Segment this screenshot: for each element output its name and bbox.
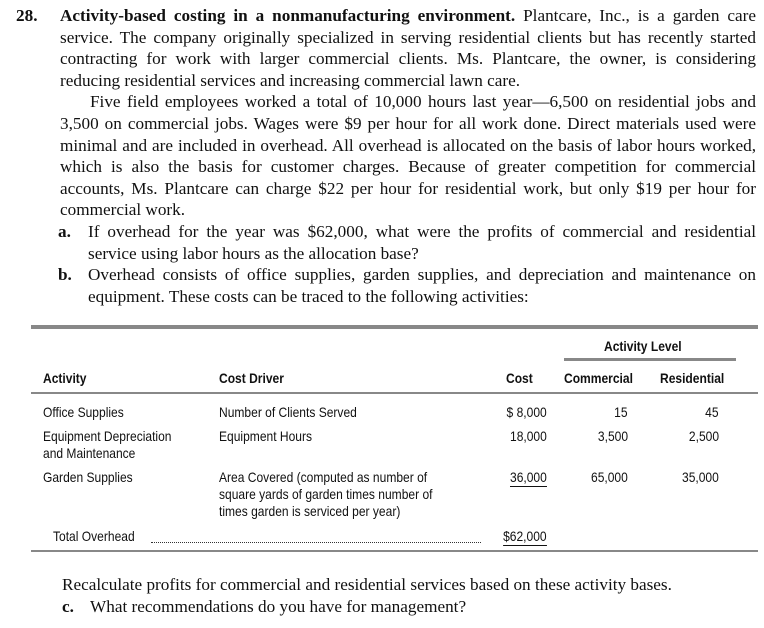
table-row-3-driver: Area Covered (computed as number of — [219, 469, 428, 485]
table-row-3-activity: Garden Supplies — [43, 469, 133, 485]
activity-level-header: Activity Level — [604, 338, 682, 354]
table-top-rule — [31, 325, 758, 329]
table-row-1-driver: Number of Clients Served — [219, 404, 357, 420]
item-a — [16, 221, 756, 264]
item-c-label: c. — [62, 596, 74, 616]
problem-28 — [16, 5, 756, 307]
total-overhead-label: Total Overhead — [53, 528, 135, 544]
table-row-1-activity: Office Supplies — [43, 404, 124, 420]
problem-footer — [31, 574, 758, 617]
col-header-activity: Activity — [43, 370, 87, 386]
col-header-commercial: Commercial — [564, 370, 633, 386]
col-header-cost: Cost — [506, 370, 533, 386]
problem-number: 28. — [16, 6, 38, 25]
problem-title: Activity-based costing in a nonmanufacturing environment. — [60, 6, 516, 25]
total-overhead-cost: $62,000 — [503, 528, 547, 544]
table-row-2-activity-cont: and Maintenance — [43, 445, 136, 461]
activity-level-rule — [564, 358, 736, 361]
table-row-1-cost: $ 8,000 — [506, 404, 547, 420]
table-row-3-residential: 35,000 — [682, 469, 719, 485]
item-b-text: Overhead consists of office supplies, garden supplies, and depreciation and maintenance on equipment. These costs can be traced to the following activities: — [88, 265, 756, 306]
col-header-cost-driver: Cost Driver — [219, 370, 284, 386]
problem-intro — [16, 5, 756, 91]
table-row-1-commercial: 15 — [614, 404, 628, 420]
table-row-2-cost: 18,000 — [510, 428, 547, 444]
problem-paragraph-2: Five field employees worked a total of 10,000 hours last year—6,500 on residential jobs and 3,500 on commercial jobs. Wages were $9 per hour for all work done. Direct materials used were minimal and are included in overhead. All overhead is allocated on the basis of labor hours worked, which is also the basis for customer charges. Because of greater competition for commercial accounts, Ms. Plantcare can charge $22 per hour for residential work, but only $19 per hour for commercial work. — [60, 92, 756, 220]
table-row-3-commercial: 65,000 — [591, 469, 628, 485]
item-c-text: What recommendations do you have for management? — [90, 596, 467, 616]
problem-intro-text: Plantcare, Inc., is a garden care service. The company originally specialized in serving residential clients but has recently started contracting for work with larger commercial clients. Ms. Plantcare, the owner, is considering reducing residential services and increasing commercial lawn care. — [60, 6, 757, 90]
item-b — [16, 264, 756, 307]
item-c — [31, 596, 758, 618]
table-row-2-driver: Equipment Hours — [219, 428, 313, 444]
item-a-text: If overhead for the year was $62,000, what were the profits of commercial and residential service using labor hours as the allocation base? — [88, 221, 756, 263]
table-row-3-driver-cont-1: square yards of garden times number of — [219, 486, 433, 502]
table-row-2-residential: 2,500 — [688, 428, 719, 444]
table-row-3-cost: 36,000 — [510, 469, 547, 485]
leader-dots — [151, 542, 481, 543]
table-bottom-rule — [31, 550, 758, 552]
recalc-instruction: Recalculate profits for commercial and residential services based on these activity bases. — [62, 575, 672, 594]
table-row-1-residential: 45 — [705, 404, 719, 420]
col-header-residential: Residential — [660, 370, 725, 386]
item-a-label: a. — [58, 221, 71, 241]
table-row-3-driver-cont-2: times garden is serviced per year) — [219, 503, 401, 519]
item-b-label: b. — [58, 265, 72, 285]
table-header-rule — [31, 392, 758, 394]
table-row-2-commercial: 3,500 — [597, 428, 628, 444]
table-row-2-activity: Equipment Depreciation — [43, 428, 172, 444]
